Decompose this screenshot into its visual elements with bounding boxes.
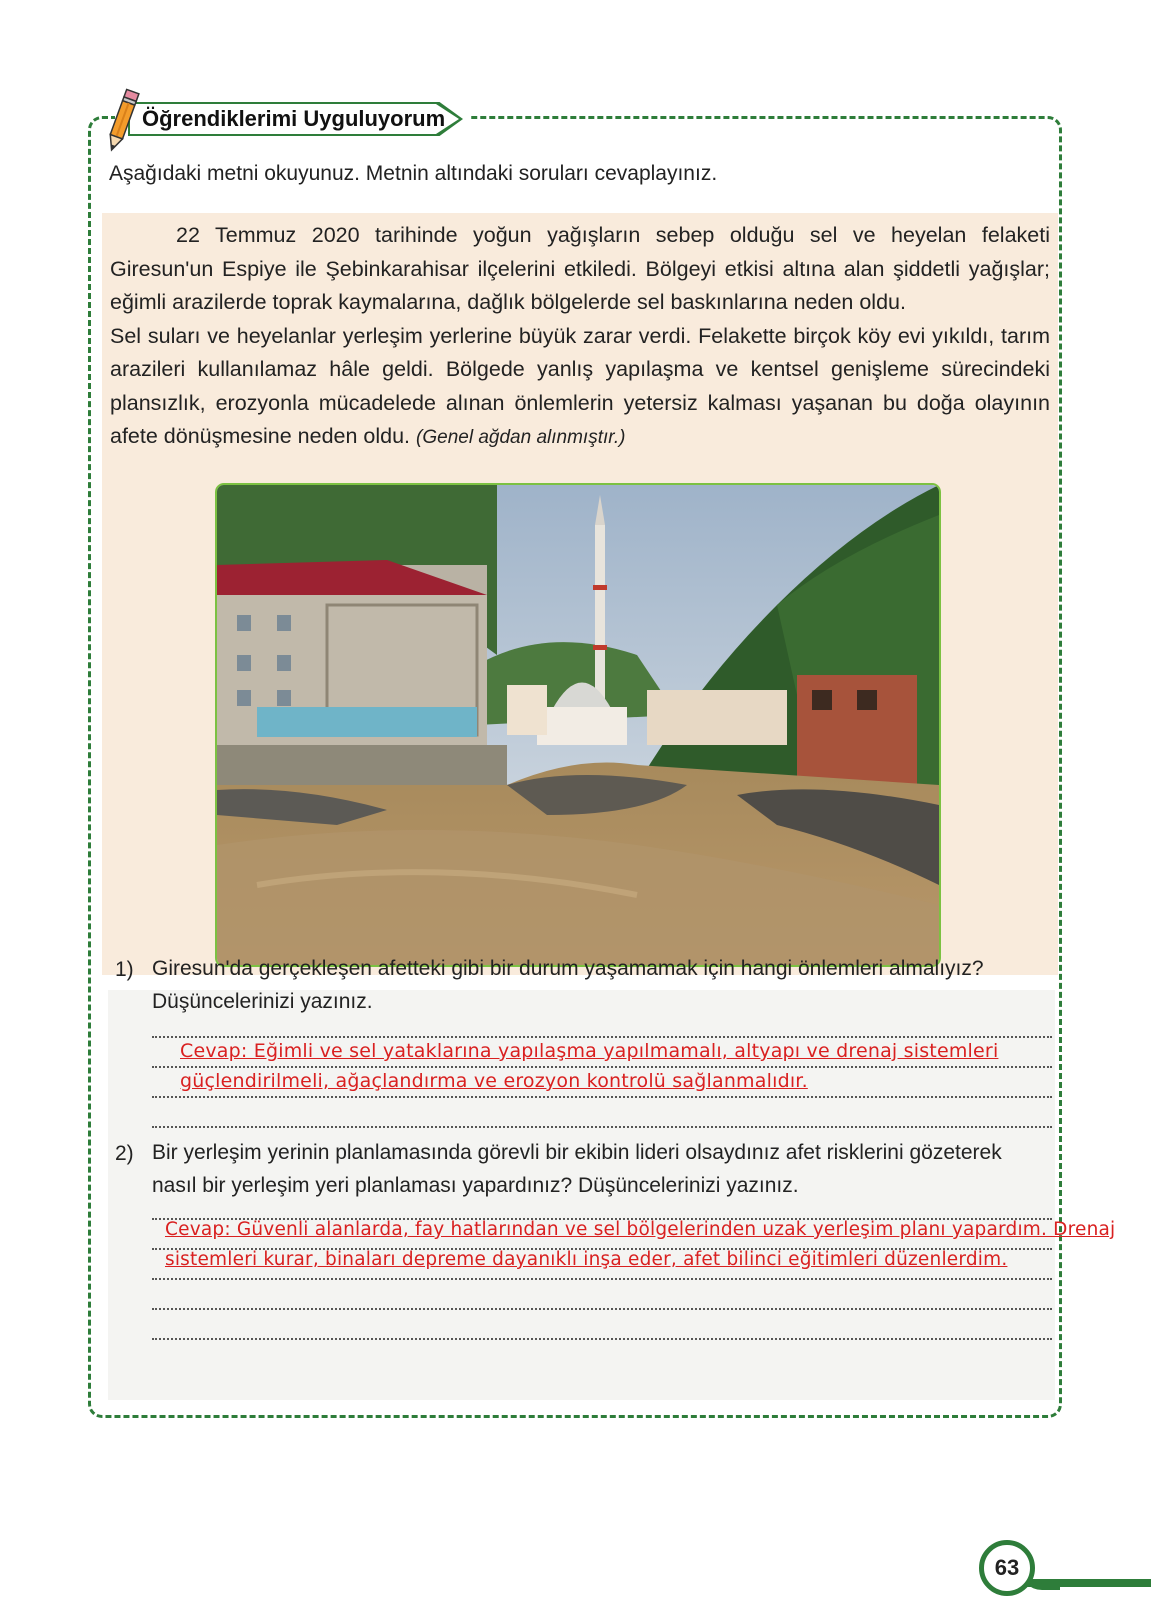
pencil-icon: [103, 86, 143, 154]
flood-photo: [215, 483, 941, 967]
question-2-number: 2): [115, 1142, 134, 1165]
question-1-number: 1): [115, 958, 134, 981]
passage-paragraph: [110, 219, 1050, 455]
answer-line: [152, 1338, 1052, 1340]
question-2-text: Bir yerleşim yerinin planlamasında görevli bir ekibin lideri olsaydınız afet risklerini gözeterek nasıl bir yerleşim yeri planlaması yapardınız? Düşüncelerinizi yazınız.: [152, 1141, 1002, 1197]
answer-1-line-1: Cevap: Eğimli ve sel yataklarına yapılaşma yapılmamalı, altyapı ve drenaj sistemleri: [180, 1040, 999, 1062]
answer-line: [152, 1308, 1052, 1310]
section-title: Öğrendiklerimi Uyguluyorum: [142, 106, 446, 131]
page-number: 63: [979, 1540, 1035, 1596]
answer-2-line-1: Cevap: Güvenli alanlarda, fay hatlarından ve sel bölgelerinden uzak yerleşim planı yapardım. Drenaj: [165, 1219, 1116, 1240]
answer-1-line-2: güçlendirilmeli, ağaçlandırma ve erozyon kontrolü sağlanmalıdır.: [180, 1070, 808, 1092]
answer-line: [152, 1096, 1052, 1098]
answer-line: [152, 1036, 1052, 1038]
instruction-text: Aşağıdaki metni okuyunuz. Metnin altındaki soruları cevaplayınız.: [109, 162, 718, 185]
answer-line: [152, 1126, 1052, 1128]
answer-line: [152, 1066, 1052, 1068]
answer-line: [152, 1278, 1052, 1280]
question-1-text: Giresun'da gerçekleşen afetteki gibi bir durum yaşamamak için hangi önlemleri almalıyız? Düşüncelerinizi yazınız.: [152, 957, 984, 1013]
answer-2-line-2: sistemleri kurar, binaları depreme dayanıklı inşa eder, afet bilinci eğitimleri düzenlerdim.: [165, 1249, 1008, 1270]
passage-source: (Genel ağdan alınmıştır.): [416, 427, 626, 448]
passage-text-1: 22 Temmuz 2020 tarihinde yoğun yağışların sebep olduğu sel ve heyelan felaketi Giresun'un Espiye ile Şebinkarahisar ilçelerini etkiledi. Bölgeyi etkisi altına alan şiddetli yağışlar; eğimli arazilerde toprak kaymalarına, dağlık bölgelerde sel baskınlarına neden oldu.: [110, 223, 1050, 314]
passage-text-2: Sel suları ve heyelanlar yerleşim yerlerine büyük zarar verdi. Felakette birçok köy evi yıkıldı, tarım arazileri kullanılamaz hâle geldi. Bölgede yanlış yapılaşma ve kentsel genişleme sürecindeki plansızlık, erozyonla mücadelede alınan önlemlerin yetersiz kalması yaşanan bu doğa olayının afete dönüşmesine neden oldu.: [110, 323, 1050, 448]
